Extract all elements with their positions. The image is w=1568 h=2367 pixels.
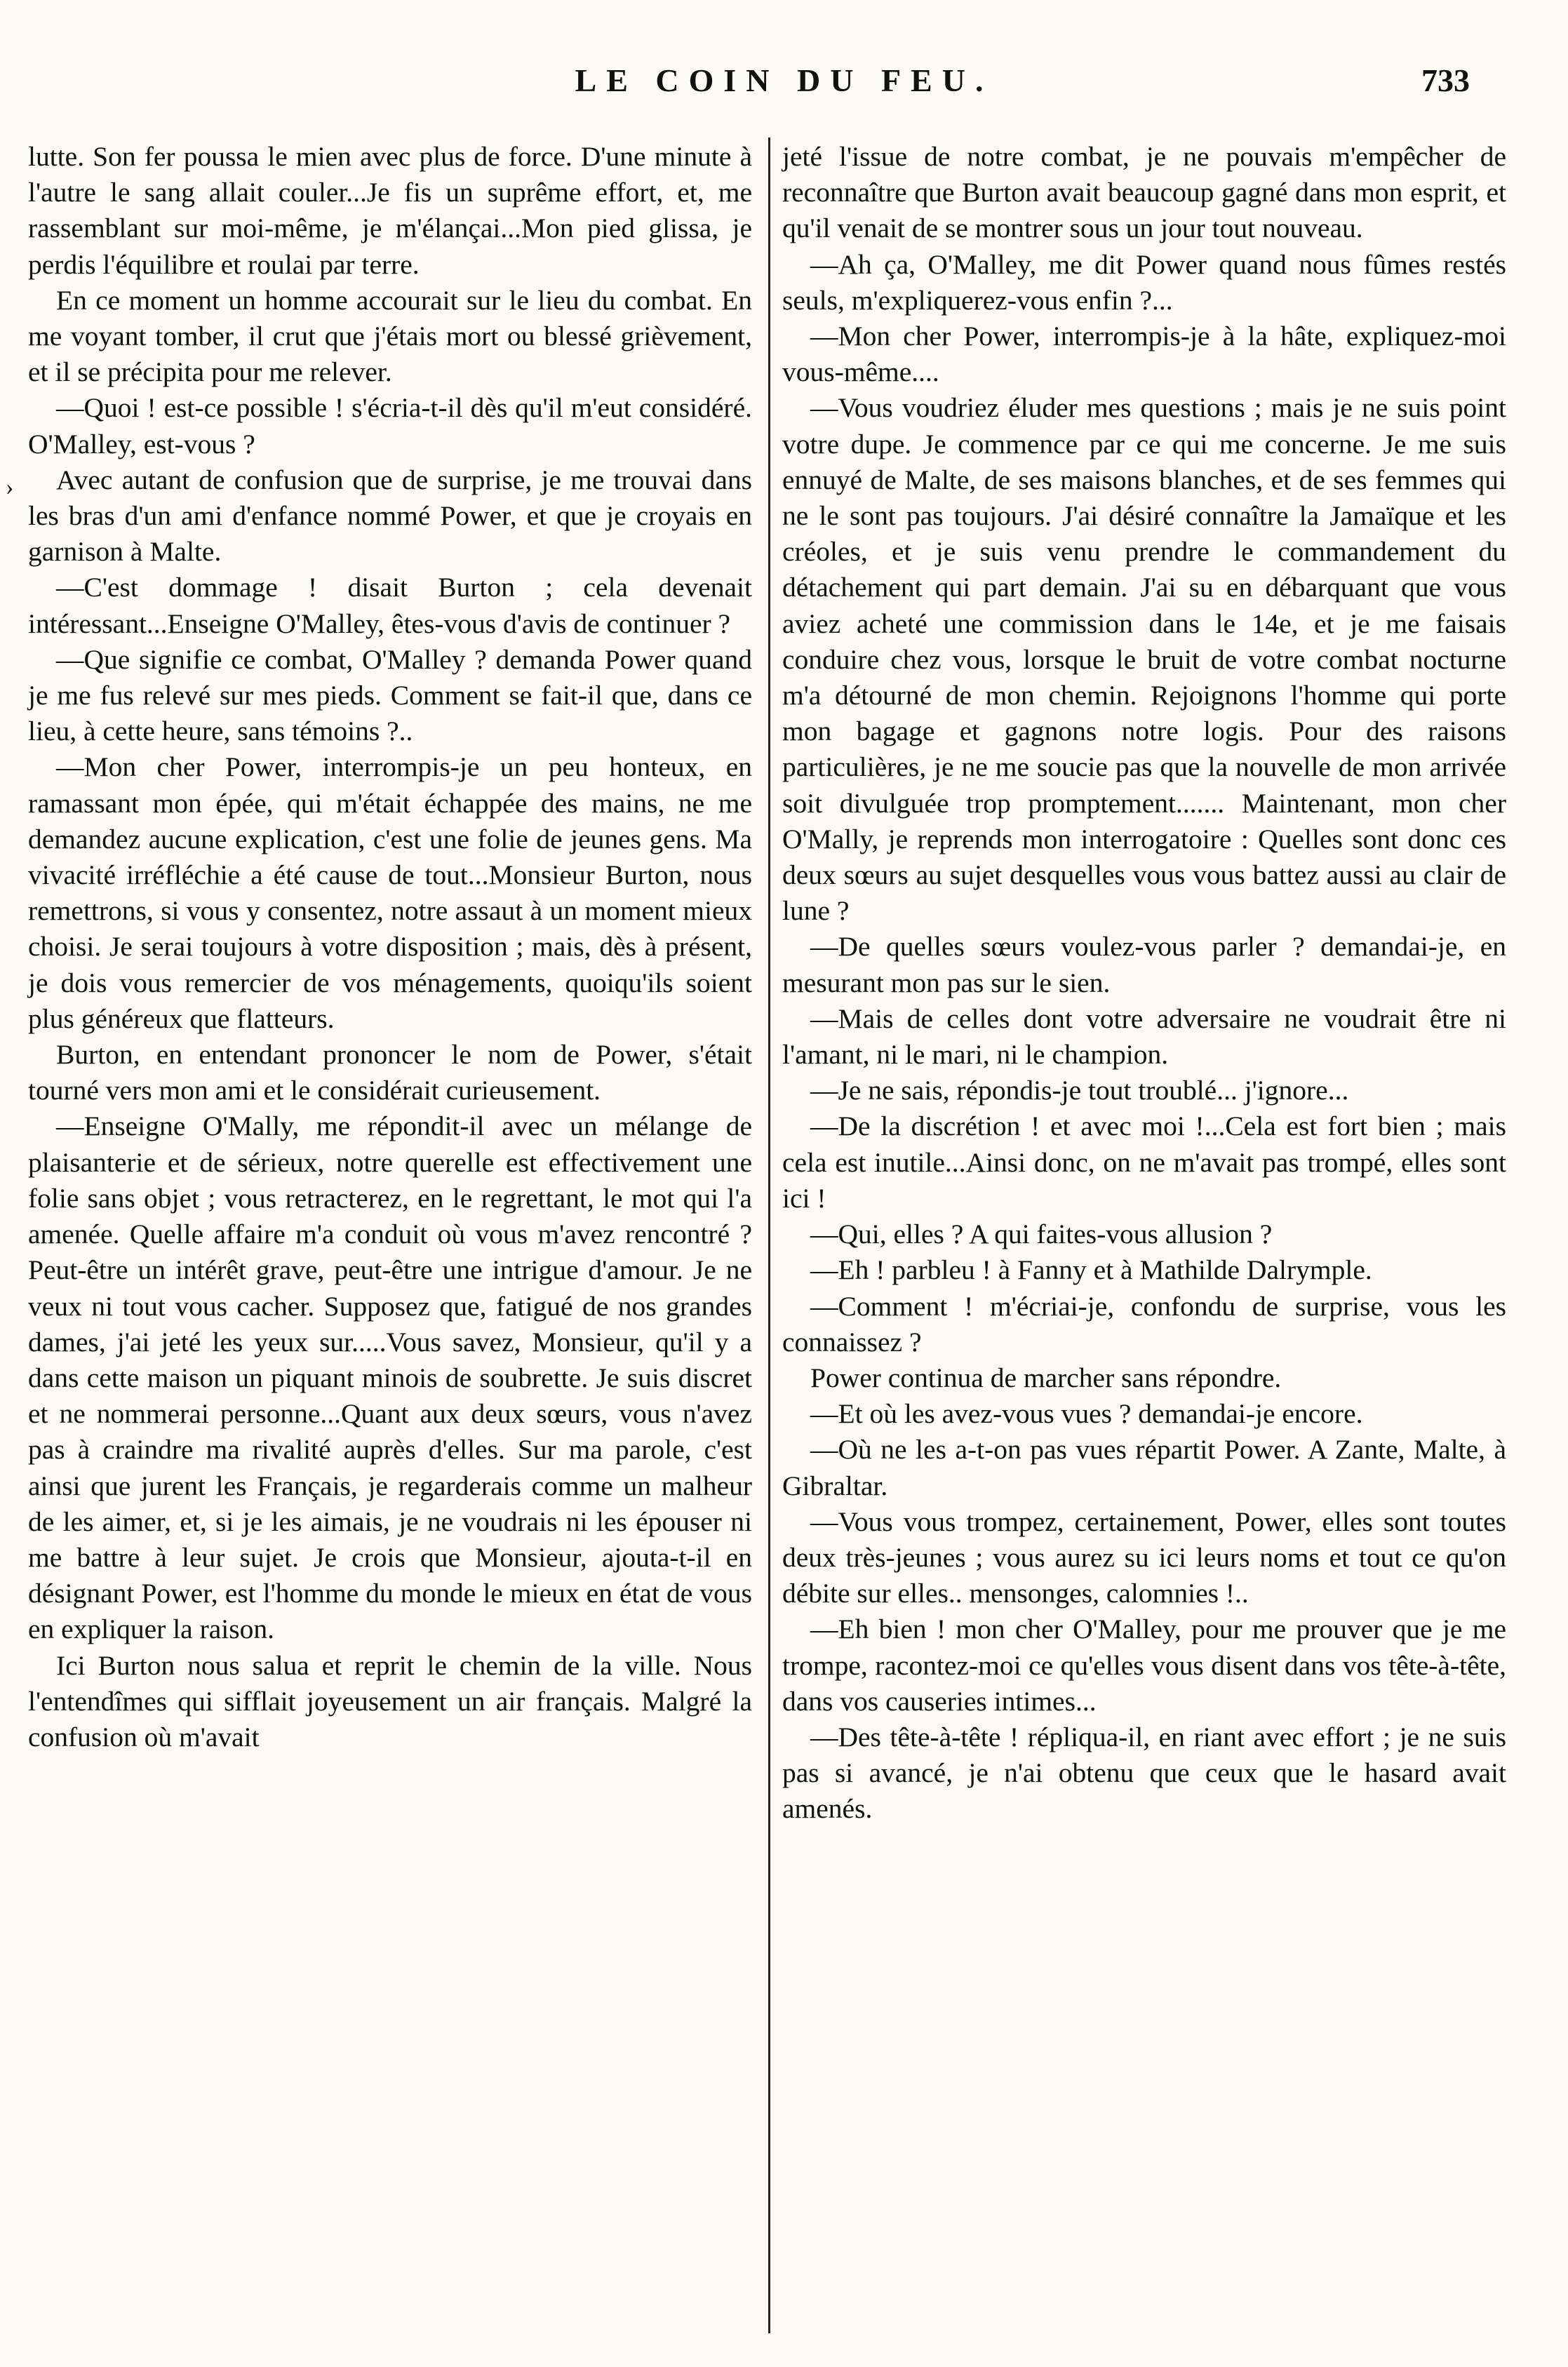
page-header	[28, 62, 1540, 111]
paragraph: —Que signifie ce combat, O'Malley ? demanda Power quand je me fus relevé sur mes pieds. Comment se fait-il que, dans ce lieu, à cette heure, sans témoins ?..	[28, 643, 752, 747]
paragraph: —C'est dommage ! disait Burton ; cela devenait intéressant...Enseigne O'Malley, êtes-vous d'avis de continuer ?	[28, 572, 752, 639]
right-column	[782, 139, 1506, 1828]
running-title: LE COIN DU FEU.	[575, 62, 993, 98]
paragraph: —De quelles sœurs voulez-vous parler ? demandai-je, en mesurant mon pas sur le sien.	[782, 931, 1506, 998]
paragraph: Power continua de marcher sans répondre.	[810, 1362, 1282, 1393]
paragraph: —Mon cher Power, interrompis-je à la hâte, expliquez-moi vous-même....	[782, 321, 1506, 388]
paragraph: —Eh bien ! mon cher O'Malley, pour me prouver que je me trompe, racontez-moi ce qu'elles vous disent dans vos tête-à-tête, dans vos causeries intimes...	[782, 1614, 1506, 1717]
paragraph: —Vous vous trompez, certainement, Power, elles sont toutes deux très-jeunes ; vous aurez su ici leurs noms et tout ce qu'on débite sur elles.. mensonges, calomnies !..	[782, 1506, 1506, 1609]
paragraph: —Qui, elles ? A qui faites-vous allusion ?	[810, 1219, 1273, 1250]
paragraph: —Mon cher Power, interrompis-je un peu honteux, en ramassant mon épée, qui m'était échappée des mains, ne me demandez aucune explication, c'est une folie de jeunes gens. Ma vivacité irréfléchie a été cause de tout...Monsieur Burton, nous remettrons, si vous y consentez, notre assaut à un moment mieux choisi. Je serai toujours à votre disposition ; mais, dès à présent, je dois vous remercier de vos ménagements, quoiqu'ils soient plus généreux que flatteurs.	[28, 751, 752, 1034]
paragraph: —Comment ! m'écriai-je, confondu de surprise, vous les connaissez ?	[782, 1290, 1506, 1357]
paragraph: En ce moment un homme accourait sur le lieu du combat. En me voyant tomber, il crut que j'étais mort ou blessé grièvement, et il se précipita pour me relever.	[28, 284, 752, 388]
left-column	[28, 139, 752, 1755]
paragraph: Avec autant de confusion que de surprise, je me trouvai dans les bras d'un ami d'enfance nommé Power, et que je croyais en garnison à Malte.	[28, 464, 752, 568]
paragraph: —Je ne sais, répondis-je tout troublé... j'ignore...	[810, 1075, 1349, 1106]
paragraph: —Vous voudriez éluder mes questions ; mais je ne suis point votre dupe. Je commence par ce qui me concerne. Je me suis ennuyé de Malte, de ses maisons blanches, et de ses femmes qui ne le sont pas toujours. J'ai désiré connaître la Jamaïque et les créoles, et je suis venu prendre le commandement du détachement qui part demain. J'ai su en débarquant que vous aviez acheté une commission dans le 14e, et je me faisais conduire chez vous, lorsque le bruit de votre combat nocturne m'a détourné de mon chemin. Rejoignons l'homme qui porte mon bagage et gagnons notre logis. Pour des raisons particulières, je ne me soucie pas que la nouvelle de mon arrivée soit divulguée trop promptement....... Maintenant, mon cher O'Mally, je reprends mon interrogatoire : Quelles sont donc ces deux sœurs au sujet desquelles vous vous battez aussi au clair de lune ?	[782, 392, 1506, 927]
paragraph: Burton, en entendant prononcer le nom de Power, s'était tourné vers mon ami et le considérait curieusement.	[28, 1039, 752, 1106]
paragraph: Ici Burton nous salua et reprit le chemin de la ville. Nous l'entendîmes qui sifflait joyeusement un air français. Malgré la confusion où m'avait	[28, 1649, 752, 1752]
column-divider	[768, 138, 770, 2333]
paragraph: —Ah ça, O'Malley, me dit Power quand nous fûmes restés seuls, m'expliquerez-vous enfin ?...	[782, 248, 1506, 316]
paragraph: lutte. Son fer poussa le mien avec plus de force. D'une minute à l'autre le sang allait couler...Je fis un suprême effort, et, me rassemblant sur moi-même, je m'élançai...Mon pied glissa, je perdis l'équilibre et roulai par terre.	[28, 141, 752, 280]
paragraph: —Où ne les a-t-on pas vues répartit Power. A Zante, Malte, à Gibraltar.	[782, 1434, 1506, 1501]
paragraph: jeté l'issue de notre combat, je ne pouvais m'empêcher de reconnaître que Burton avait beaucoup gagné dans mon esprit, et qu'il venait de se montrer sous un jour tout nouveau.	[782, 141, 1506, 244]
paragraph: —De la discrétion ! et avec moi !...Cela est fort bien ; mais cela est inutile...Ainsi donc, on ne m'avait pas trompé, elles sont ici !	[782, 1111, 1506, 1214]
paragraph: —Eh ! parbleu ! à Fanny et à Mathilde Dalrymple.	[810, 1254, 1372, 1286]
paragraph: —Quoi ! est-ce possible ! s'écria-t-il dès qu'il m'eut considéré. O'Malley, est-vous ?	[28, 392, 752, 460]
margin-mark: ›	[6, 474, 14, 500]
paragraph: —Enseigne O'Mally, me répondit-il avec un mélange de plaisanterie et de sérieux, notre querelle est effectivement une folie sans objet ; vous retracterez, en le regrettant, le mot qui l'a amenée. Quelle affaire m'a conduit où vous m'avez rencontré ? Peut-être un intérêt grave, peut-être une intrigue d'amour. Je ne veux ni tout vous cacher. Supposez que, fatigué de nos grandes dames, j'ai jeté les yeux sur.....Vous savez, Monsieur, qu'il y a dans cette maison un piquant minois de soubrette. Je suis discret et ne nommerai personne...Quant aux deux sœurs, vous n'avez pas à craindre ma rivalité auprès d'elles. Sur ma parole, c'est ainsi que jurent les Français, je regarderais comme un malheur de les aimer, et, si je les aimais, je ne voudrais ni les épouser ni me battre à leur sujet. Je crois que Monsieur, ajouta-t-il en désignant Power, est l'homme du monde le mieux en état de vous en expliquer la raison.	[28, 1111, 752, 1645]
paragraph: —Et où les avez-vous vues ? demandai-je encore.	[810, 1398, 1363, 1430]
paragraph: —Mais de celles dont votre adversaire ne voudrait être ni l'amant, ni le mari, ni le champion.	[782, 1003, 1506, 1071]
page-number: 733	[1421, 62, 1470, 98]
paragraph: —Des tête-à-tête ! répliqua-il, en riant avec effort ; je ne suis pas si avancé, je n'ai obtenu que ceux que le hasard avait amenés.	[782, 1721, 1506, 1825]
